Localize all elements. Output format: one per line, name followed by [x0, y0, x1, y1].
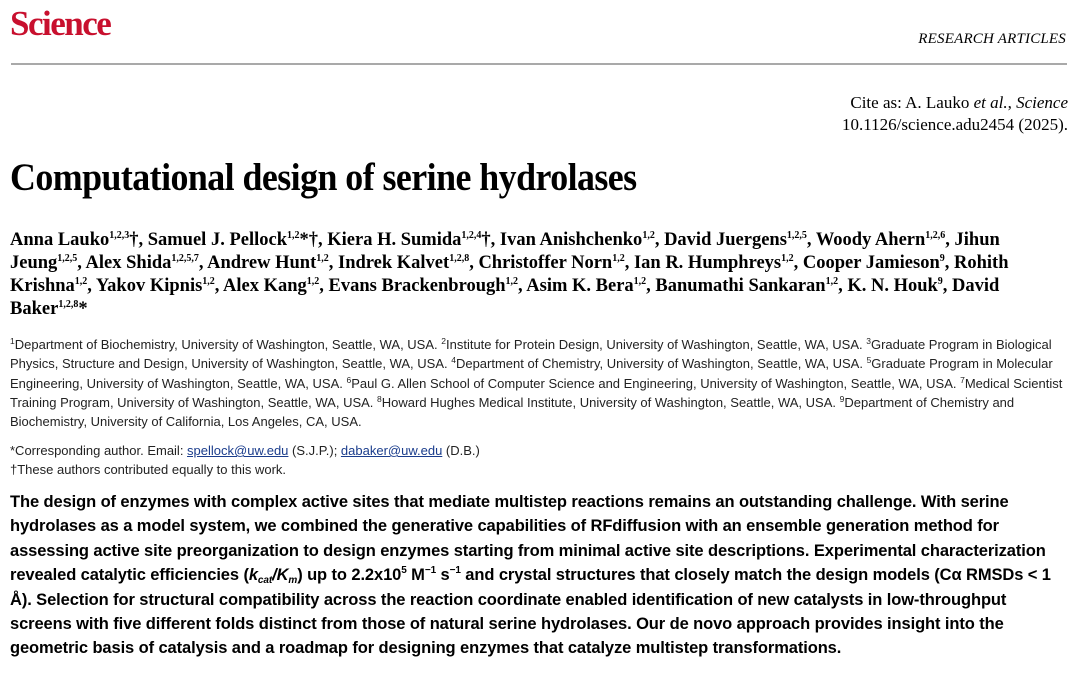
- article-title: Computational design of serine hydrolases: [10, 156, 637, 199]
- author-affiliation-numbers: 1,2: [612, 253, 625, 264]
- author-mark: †: [481, 230, 491, 250]
- affiliation-text: Department of Chemistry, University of Washington, Seattle, WA, USA.: [455, 356, 867, 372]
- affiliation-text: Graduate Program in Molecular Engineering, University of Washington, Seattle, WA, USA.: [10, 356, 1053, 391]
- science-logo[interactable]: Science: [10, 4, 111, 43]
- author-affiliation-numbers: 1,2: [306, 276, 320, 287]
- author: [329, 276, 519, 296]
- author-name: Indrek Kalvet: [338, 253, 450, 273]
- author-affiliation-numbers: 1,2: [202, 276, 215, 287]
- author: [478, 253, 624, 273]
- author-name: Alex Shida: [85, 253, 172, 273]
- author-mark: *: [78, 299, 88, 319]
- affiliation-number: 2: [441, 336, 446, 346]
- author-affiliation-numbers: 1,2: [505, 276, 519, 287]
- citation-prefix: Cite as: A. Lauko: [850, 93, 974, 112]
- affiliation-text: Medical Scientist Training Program, University of Washington, Seattle, WA, USA.: [10, 375, 1063, 410]
- author: [96, 276, 215, 296]
- author: [655, 276, 838, 296]
- author: [86, 253, 199, 273]
- author-name: Ian R. Humphreys: [633, 253, 782, 273]
- corresponding-initials-1: (S.J.P.);: [288, 443, 341, 458]
- author-affiliation-numbers: 1,2,5,7: [171, 253, 199, 264]
- author-affiliation-numbers: 1,2,3: [109, 230, 130, 241]
- author-affiliation-numbers: 1,2,6: [925, 230, 946, 241]
- author-affiliation-numbers: 1,2: [781, 253, 794, 264]
- author-name: Evans Brackenbrough: [328, 276, 506, 296]
- author-affiliation-numbers: 1,2,8: [449, 253, 470, 264]
- citation-doi: 10.1126/science.adu2454 (2025).: [842, 115, 1068, 134]
- exponent-minus-one: −1: [424, 565, 437, 577]
- citation-journal: Science: [1016, 93, 1068, 112]
- email-link-pellock[interactable]: spellock@uw.edu: [187, 443, 289, 458]
- affiliation-number: 8: [377, 393, 382, 404]
- author-affiliation-numbers: 1,2,8: [58, 299, 79, 310]
- author-affiliation-numbers: 1,2: [316, 253, 329, 264]
- author-name: Yakov Kipnis: [95, 276, 203, 296]
- author-list: Anna Lauko$^{1,2,3}$†, Samuel J. Pellock$^{1,2}$*†, Kiera H. Sumida$^{1,2,4}$†, Ivan Anishchenko$^{1,2}$, David Juergens$^{1,2,5}$, Woody Ahern$^{1,2,6}$, Jihun Jeung$^{1,2,5}$, Alex Shida$^{1,2,5,7}$, Andrew Hunt$^{1,2}$, Indrek Kalvet$^{1,2,8}$, Christoffer Norn$^{1,2}$, Ian R. Humphreys$^{1,2}$, Cooper Jamieson$^9$, Rohith Krishna$^{1,2}$, Yakov Kipnis$^{1,2}$, Alex Kang$^{1,2}$, Evans Brackenbrough$^{1,2}$, Asim K. Bera$^{1,2}$, Banumathi Sankaran$^{1,2}$, K. N. Houk$^9$, David Baker$^{1,2,8}$*: [10, 230, 1009, 319]
- section-label: RESEARCH ARTICLES: [918, 31, 1066, 47]
- author: [664, 230, 807, 250]
- citation-block: [842, 92, 1068, 136]
- author-name: Anna Lauko: [10, 230, 110, 250]
- citation-etal: et al.: [973, 93, 1008, 112]
- author: [847, 276, 942, 296]
- kcat-subscript: cat: [257, 575, 273, 587]
- author-affiliation-numbers: 9: [939, 253, 945, 264]
- km-subscript: m: [288, 575, 298, 587]
- abstract-text-3: and crystal structures that closely match the design models (Cα RMSDs < 1 Å). Selection for structural compatibility across the reaction coordinate enabled identification of new catalysts in low-throughput screens with five different folds distinct from those of natural serine hydrolases. Our de novo approach provides insight into the geometric basis of catalysis and a roadmap for designing enzymes that catalyze multistep transformations.: [10, 566, 1051, 658]
- affiliation-number: 5: [866, 355, 872, 366]
- ratio-slash: /: [272, 566, 277, 585]
- email-link-baker[interactable]: dabaker@uw.edu: [340, 443, 443, 458]
- author: [327, 230, 490, 250]
- abstract-text-1: The design of enzymes with complex active sites that mediate multistep reactions remains an outstanding challenge. With serine hydrolases as a model system, we combined the generative capabilities of RFdiffusion with an ensemble generation method for assessing active site preorganization to design enzymes starting from minimal active site descriptions. Experimental characterization revealed catalytic efficiencies (: [10, 493, 1046, 585]
- author-name: Rohith Krishna: [10, 253, 1009, 296]
- km-symbol: K: [276, 566, 289, 585]
- author-name: Andrew Hunt: [207, 253, 317, 273]
- author: [526, 276, 646, 296]
- author-affiliation-numbers: 1,2,4: [461, 230, 482, 241]
- abstract: [10, 490, 1072, 661]
- author: [338, 253, 469, 273]
- affiliation-text: Department of Biochemistry, University of Washington, Seattle, WA, USA.: [14, 337, 442, 352]
- author: [148, 230, 318, 250]
- affiliation-number: 6: [346, 374, 352, 385]
- k-symbol: k: [248, 566, 258, 585]
- author: [816, 230, 945, 250]
- author-name: K. N. Houk: [847, 276, 938, 296]
- author-name: David Baker: [10, 276, 1000, 319]
- equal-contribution-note: †These authors contributed equally to this work.: [10, 462, 287, 478]
- affiliation-text: Paul G. Allen School of Computer Science and Engineering, University of Washington, Seattle, WA, USA.: [351, 375, 961, 391]
- author: [10, 230, 138, 250]
- affiliation-number: 9: [839, 393, 845, 404]
- kcat-symbol: [248, 566, 298, 587]
- author-affiliation-numbers: 1,2: [287, 230, 300, 241]
- author: [500, 230, 655, 250]
- affiliation-text: Graduate Program in Biological Physics, Structure and Design, University of Washington, Seattle, WA, USA.: [10, 337, 1052, 372]
- author-name: Christoffer Norn: [478, 253, 613, 273]
- citation-line: [842, 92, 1068, 114]
- author-affiliation-numbers: 1,2: [825, 276, 839, 287]
- header-divider: [11, 63, 1067, 65]
- author-mark: *†: [299, 230, 318, 250]
- author-affiliation-numbers: 1,2,5: [786, 230, 807, 241]
- author-name: Woody Ahern: [815, 230, 926, 250]
- author: [803, 253, 945, 273]
- affiliation-text: Institute for Protein Design, University of Washington, Seattle, WA, USA.: [445, 337, 867, 352]
- unit-seconds: s: [436, 566, 450, 585]
- author: [207, 253, 329, 273]
- unit-molar: M: [406, 566, 425, 585]
- author-name: Ivan Anishchenko: [499, 230, 643, 250]
- correspondence: [10, 441, 1070, 480]
- author-name: Banumathi Sankaran: [655, 276, 826, 296]
- author-mark: †: [129, 230, 139, 250]
- author-name: Jihun Jeung: [10, 230, 1000, 273]
- citation-separator: ,: [1007, 93, 1017, 112]
- affiliation-text: Department of Chemistry and Biochemistry, University of California, Los Angeles, CA, USA.: [10, 394, 1015, 430]
- author-affiliation-numbers: 9: [937, 276, 943, 287]
- affiliations: [10, 335, 1070, 431]
- exponent-minus-one: −1: [449, 565, 461, 577]
- corresponding-initials-2: (D.B.): [442, 443, 480, 458]
- author: [223, 276, 319, 296]
- author-affiliation-numbers: 1,2: [633, 276, 647, 287]
- author-affiliation-numbers: 1,2,5: [57, 253, 78, 264]
- author-name: Alex Kang: [223, 276, 307, 296]
- affiliation-number: 7: [960, 374, 965, 385]
- author-name: Samuel J. Pellock: [147, 230, 287, 250]
- author-name: David Juergens: [664, 230, 787, 250]
- exponent-5: 5: [401, 565, 407, 577]
- abstract-text-2: ) up to 2.2x10: [297, 566, 402, 585]
- affiliation-number: 4: [451, 355, 456, 366]
- author: [634, 253, 794, 273]
- affiliation-number: 1: [10, 336, 15, 346]
- author-name: Kiera H. Sumida: [327, 230, 462, 250]
- corresponding-prefix: *Corresponding author. Email:: [10, 443, 188, 458]
- corresponding-author-line: [10, 441, 1070, 460]
- author-name: Asim K. Bera: [526, 276, 634, 296]
- author-affiliation-numbers: 1,2: [642, 230, 655, 241]
- author-affiliation-numbers: 1,2: [74, 276, 88, 287]
- affiliation-number: 3: [866, 336, 871, 346]
- author-name: Cooper Jamieson: [802, 253, 940, 273]
- affiliation-text: Howard Hughes Medical Institute, University of Washington, Seattle, WA, USA.: [381, 394, 840, 410]
